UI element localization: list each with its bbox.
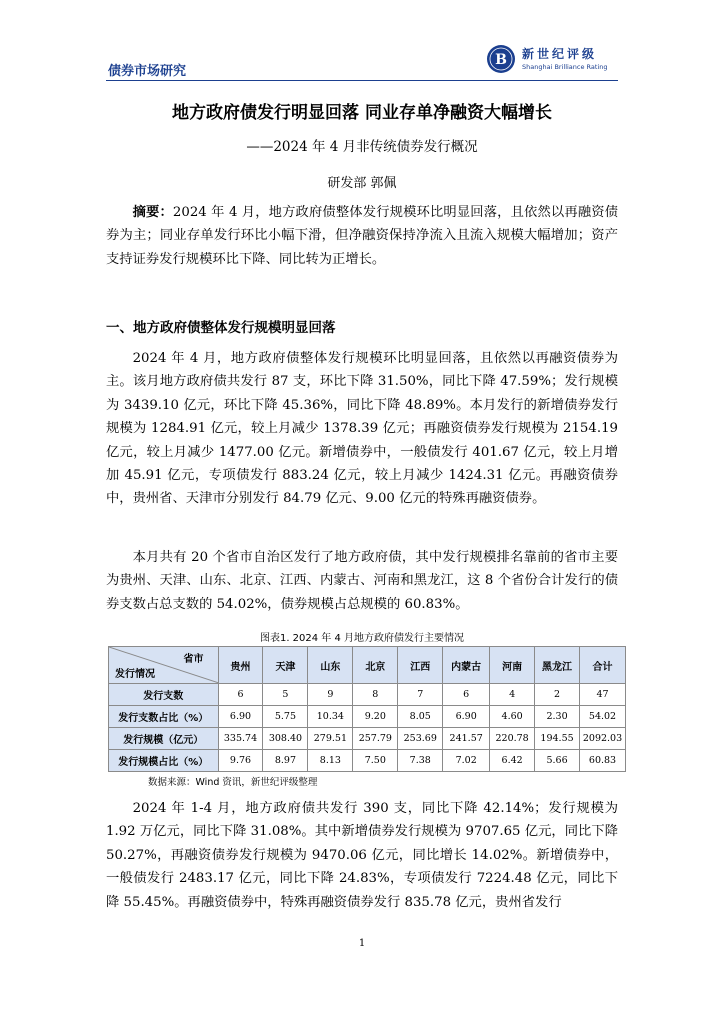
- document-subtitle: ——2024 年 4 月非传统债券发行概况: [246, 139, 478, 155]
- table-cell: 54.02: [580, 706, 626, 728]
- table-cell: 335.74: [218, 728, 263, 750]
- table-row: [109, 750, 626, 772]
- brand-logo-icon: [486, 44, 516, 74]
- table-caption: 图表1. 2024 年 4 月地方政府债发行主要情况: [259, 633, 465, 644]
- table-corner-cell: [109, 647, 219, 684]
- table-cell: 9.76: [218, 750, 263, 772]
- table-cell: 6.42: [490, 750, 535, 772]
- table-cell: 4.60: [490, 706, 535, 728]
- row-header: 发行支数占比（%）: [109, 706, 219, 728]
- column-header: 山东: [308, 647, 353, 684]
- column-header: 江西: [398, 647, 443, 684]
- brand-logo: [486, 44, 608, 74]
- table-cell: 6: [443, 684, 490, 706]
- table-cell: 8.97: [263, 750, 308, 772]
- section-heading: 一、地方政府债整体发行规模明显回落: [106, 320, 336, 336]
- issuance-table: [108, 646, 626, 772]
- brand-logo-mark: B: [495, 52, 507, 68]
- table-cell: 241.57: [443, 728, 490, 750]
- table-cell: 4: [490, 684, 535, 706]
- header-divider: [106, 80, 618, 81]
- brand-name-en: Shanghai Brilliance Rating: [522, 62, 608, 71]
- table-row: [109, 728, 626, 750]
- table-cell: 7.50: [353, 750, 398, 772]
- table-cell: 7.38: [398, 750, 443, 772]
- table-cell: 194.55: [535, 728, 580, 750]
- abstract-label: 摘要：: [132, 205, 173, 220]
- brand-name-cn: 新世纪评级: [522, 46, 598, 61]
- table-cell: 253.69: [398, 728, 443, 750]
- table-cell: 5: [263, 684, 308, 706]
- body-paragraph-2: 本月共有 20 个省市自治区发行了地方政府债，其中发行规模排名靠前的省市主要为贵州、天津、山东、北京、江西、内蒙古、河南和黑龙江，这 8 个省份合计发行的债券支数占总支数的 54.02%，债券规模占总规模的 60.83%。: [106, 550, 618, 612]
- table-source-note: 数据来源：Wind 资讯，新世纪评级整理: [148, 777, 318, 788]
- table-cell: 9: [308, 684, 353, 706]
- table-cell: 7.02: [443, 750, 490, 772]
- table-cell: 257.79: [353, 728, 398, 750]
- header-section-label: 债券市场研究: [108, 64, 187, 79]
- table-cell: 220.78: [490, 728, 535, 750]
- row-header: 发行规模占比（%）: [109, 750, 219, 772]
- column-header: 天津: [263, 647, 308, 684]
- column-header: 内蒙古: [443, 647, 490, 684]
- table-cell: 2.30: [535, 706, 580, 728]
- column-header: 河南: [490, 647, 535, 684]
- page-number: 1: [358, 938, 366, 949]
- table-cell: 6.90: [218, 706, 263, 728]
- table-header-row: [109, 647, 626, 684]
- row-header: 发行规模（亿元）: [109, 728, 219, 750]
- table-cell: 2: [535, 684, 580, 706]
- column-header: 贵州: [218, 647, 263, 684]
- table-cell: 10.34: [308, 706, 353, 728]
- body-paragraph-1: 2024 年 4 月，地方政府债整体发行规模环比明显回落，且依然以再融资债券为主。该月地方政府债共发行 87 支，环比下降 31.50%，同比下降 47.59%；发行规模为 3439.10 亿元，环比下降 45.36%，同比下降 48.89%。本月发行的新增债券发行规模为 1284.91 亿元，较上月减少 1378.39 亿元；再融资债券发行规模为 2154.19 亿元，较上月减少 1477.00 亿元。新增债券中，一般债发行 401.67 亿元，较上月增加 45.91 亿元，专项债发行 883.24 亿元，较上月减少 1424.31 亿元。再融资债券中，贵州省、天津市分别发行 84.79 亿元、9.00 亿元的特殊再融资债券。: [106, 351, 618, 507]
- table-cell: 8.05: [398, 706, 443, 728]
- table-cell: 8.13: [308, 750, 353, 772]
- table-cell: 2092.03: [580, 728, 626, 750]
- row-header: 发行支数: [109, 684, 219, 706]
- corner-bottom-label: 发行情况: [115, 669, 155, 680]
- author-line: 研发部 郭佩: [327, 176, 397, 191]
- column-header: 合计: [580, 647, 626, 684]
- corner-top-label: 省市: [183, 654, 204, 665]
- table-cell: 60.83: [580, 750, 626, 772]
- table-cell: 9.20: [353, 706, 398, 728]
- table-cell: 5.75: [263, 706, 308, 728]
- abstract-text: 2024 年 4 月，地方政府债整体发行规模环比明显回落，且依然以再融资债券为主；同业存单发行环比小幅下滑，但净融资保持净流入且流入规模大幅增加；资产支持证券发行规模环比下降、同比转为正增长。: [106, 205, 618, 267]
- table-cell: 308.40: [263, 728, 308, 750]
- column-header: 黑龙江: [535, 647, 580, 684]
- table-cell: 6.90: [443, 706, 490, 728]
- table-cell: 5.66: [535, 750, 580, 772]
- table-row: [109, 684, 626, 706]
- table-row: [109, 706, 626, 728]
- table-cell: 47: [580, 684, 626, 706]
- table-cell: 279.51: [308, 728, 353, 750]
- body-paragraph-3: 2024 年 1-4 月，地方政府债共发行 390 支，同比下降 42.14%；发行规模为 1.92 万亿元，同比下降 31.08%。其中新增债券发行规模为 9707.65 亿元，同比下降 50.27%，再融资债券发行规模为 9470.06 亿元，同比增长 14.02%。新增债券中，一般债发行 2483.17 亿元，同比下降 24.83%，专项债发行 7224.48 亿元，同比下降 55.45%。再融资债券中，特殊再融资债券发行 835.78 亿元，贵州省发行: [106, 801, 618, 910]
- table-cell: 8: [353, 684, 398, 706]
- column-header: 北京: [353, 647, 398, 684]
- abstract-paragraph: [106, 201, 618, 271]
- table-cell: 7: [398, 684, 443, 706]
- table-cell: 6: [218, 684, 263, 706]
- document-title: 地方政府债发行明显回落 同业存单净融资大幅增长: [172, 103, 552, 123]
